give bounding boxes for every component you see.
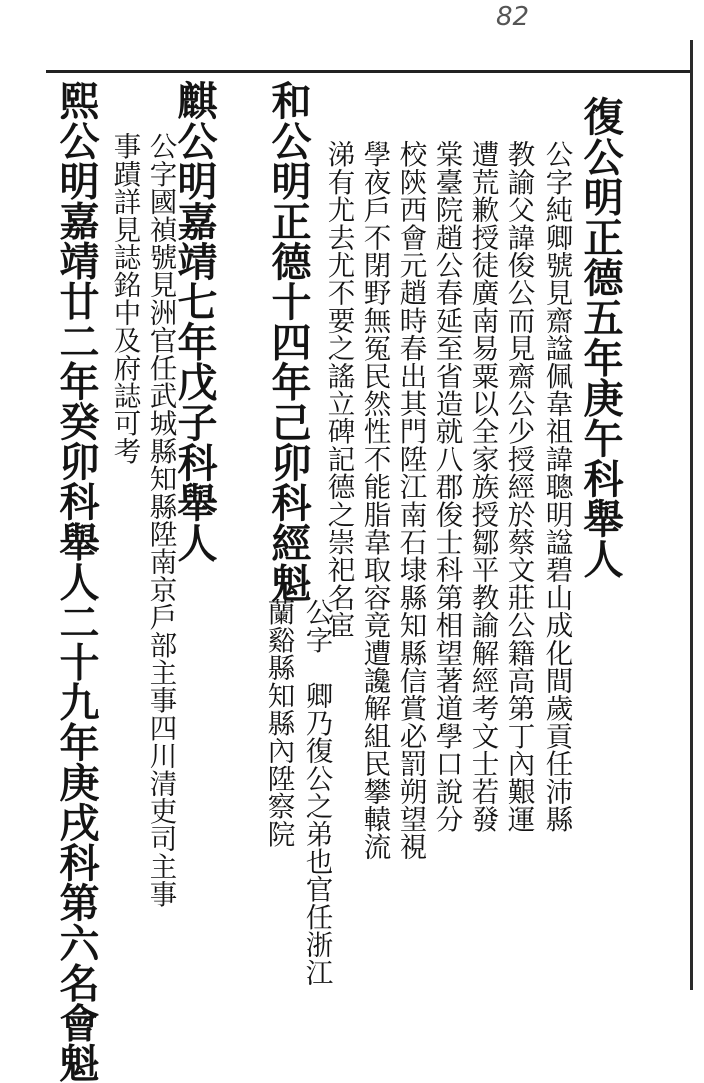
entry-note-fu-2: 教諭父諱俊公而見齋公少授經於蔡文莊公籍高第丁內艱運 <box>502 140 535 833</box>
entry-note-qi-2: 事蹟詳見誌銘中及府誌可考 <box>108 132 141 465</box>
entry-heading-fu: 復公明正德五年庚午科舉人 <box>577 96 624 579</box>
entry-note-fu-4: 棠臺院趙公春延至省造就八郡俊士科第相望著道學口說分 <box>430 140 463 833</box>
entry-note-fu-7: 涕有尤去尤不要之謠立碑記德之崇祀名宦 <box>322 140 355 639</box>
top-border-line <box>46 70 692 73</box>
entry-note-qi-1: 公字國禎號見洲官任武城縣知縣陞南京戶部主事四川清吏司主事 <box>144 132 177 908</box>
entry-heading-xi: 熙公明嘉靖廿二年癸卯科舉人二十九年庚戌科第六名會魁 <box>53 80 100 1083</box>
page-number: 82 <box>496 2 530 32</box>
entry-heading-qi: 麒公明嘉靖七年戊子科舉人 <box>171 80 218 563</box>
entry-note-he-2: 蘭谿縣知縣內陞察院 <box>262 598 295 848</box>
entry-note-fu-3: 遭荒歉授徒廣南易粟以全家族授鄒平教諭解經考文士若發 <box>466 140 499 833</box>
entry-note-fu-6: 學夜戶不閉野無冤民然性不能脂韋取容竟遭讒解組民攀轅流 <box>358 140 391 861</box>
entry-note-he-1: 公字 卿乃復公之弟也官任浙江 <box>300 598 333 986</box>
right-border-line <box>690 40 693 990</box>
entry-heading-he: 和公明正德十四年己卯科經魁 <box>265 80 312 603</box>
entry-note-fu-1: 公字純卿號見齋諡佩韋祖諱聰明諡碧山成化間歲貢任沛縣 <box>540 140 573 833</box>
entry-note-fu-5: 校陝西會元趙時春出其門陞江南石埭縣知縣信賞必罰朔望視 <box>394 140 427 861</box>
